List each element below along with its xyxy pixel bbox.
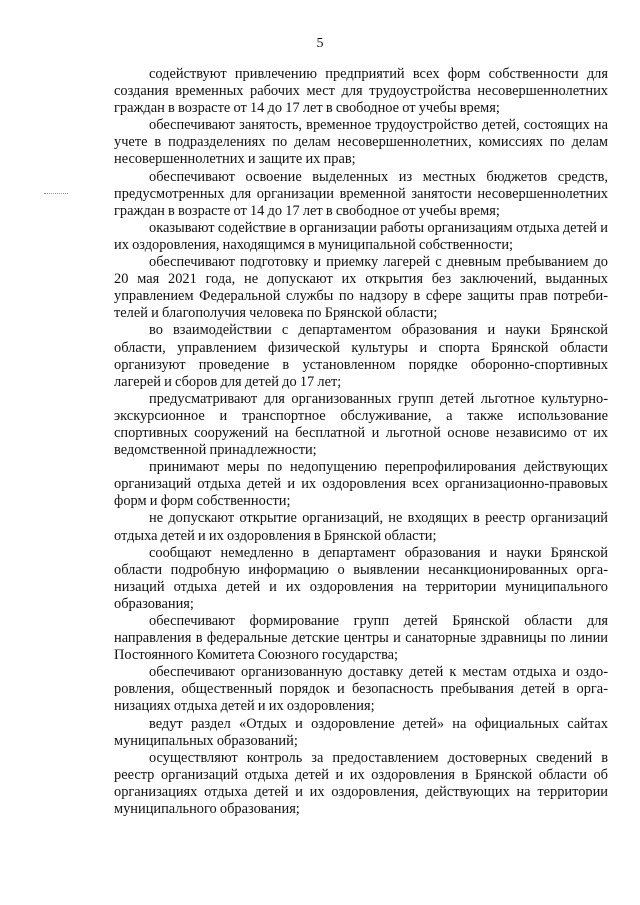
paragraph-11: обеспечивают формирование групп детей Брянской области для направления в федеральные детские центры и санаторные здравницы по линии Постоянного Комитета Союзного государства; [114,613,608,664]
paragraph-14: осуществляют контроль за предоставлением достоверных сведений в реестр организаций отдыха детей и их оздоровления в Брянской области об организациях отдыха детей и их оздоровления, действующих на территории муниципального образования; [114,749,608,818]
paragraph-12: обеспечивают организованную доставку детей к местам отдыха и оздоровления, общественный порядок и безопасность пребывания детей в организациях отдыха детей и их оздоровления; [114,664,608,715]
margin-scan-mark [44,193,68,196]
paragraph-2: обеспечивают занятость, временное трудоустройство детей, состоящих на учете в подразделениях по делам несовершеннолетних, комиссиях по делам несовершеннолетних и защите их прав; [114,117,608,168]
page-number: 5 [316,36,324,51]
paragraph-3: обеспечивают освоение выделенных из местных бюджетов средств, предусмотренных для организации временной занятости несовершеннолетних граждан в возрасте от 14 до 17 лет в свободное от учебы время; [114,168,608,219]
paragraph-1: содействуют привлечению предприятий всех форм собственности для создания временных рабочих мест для трудоустройства несовершеннолетних граждан в возрасте от 14 до 17 лет в свободное от учебы время; [114,66,608,117]
paragraph-6: во взаимодействии с департаментом образования и науки Брянской области, управлением физической культуры и спорта Брянской области организуют проведение в установленном порядке оборонно-спортивных лагерей и сборов для детей до 17 лет; [114,322,608,390]
paragraph-5: обеспечивают подготовку и приемку лагерей с дневным пребыванием до 20 мая 2021 года, не допускают их открытия без заключений, выданных управлением Федеральной службы по надзору в сфере защиты прав потребителей и благополучия человека по Брянской области; [114,254,608,322]
paragraph-9: не допускают открытие организаций, не входящих в реестр организаций отдыха детей и их оздоровления в Брянской области; [114,510,608,544]
paragraph-13: ведут раздел «Отдых и оздоровление детей» на официальных сайтах муниципальных образований; [114,715,608,749]
paragraph-8: принимают меры по недопущению перепрофилирования действующих организаций отдыха детей и их оздоровления всех организационно-правовых форм и форм собственности; [114,459,608,510]
paragraph-10: сообщают немедленно в департамент образования и науки Брянской области подробную информацию о выявлении несанкционированных организаций отдыха детей и их оздоровления на территории муниципального образования; [114,544,608,612]
paragraph-7: предусматривают для организованных групп детей льготное культурно-экскурсионное и транспортное обслуживание, а также использование спортивных сооружений на бесплатной и льготной основе независимо от их ведомственной принадлежности; [114,390,608,459]
paragraph-4: оказывают содействие в организации работы организациям отдыха детей и их оздоровления, находящимся в муниципальной собственности; [114,219,608,253]
document-body [114,66,608,818]
